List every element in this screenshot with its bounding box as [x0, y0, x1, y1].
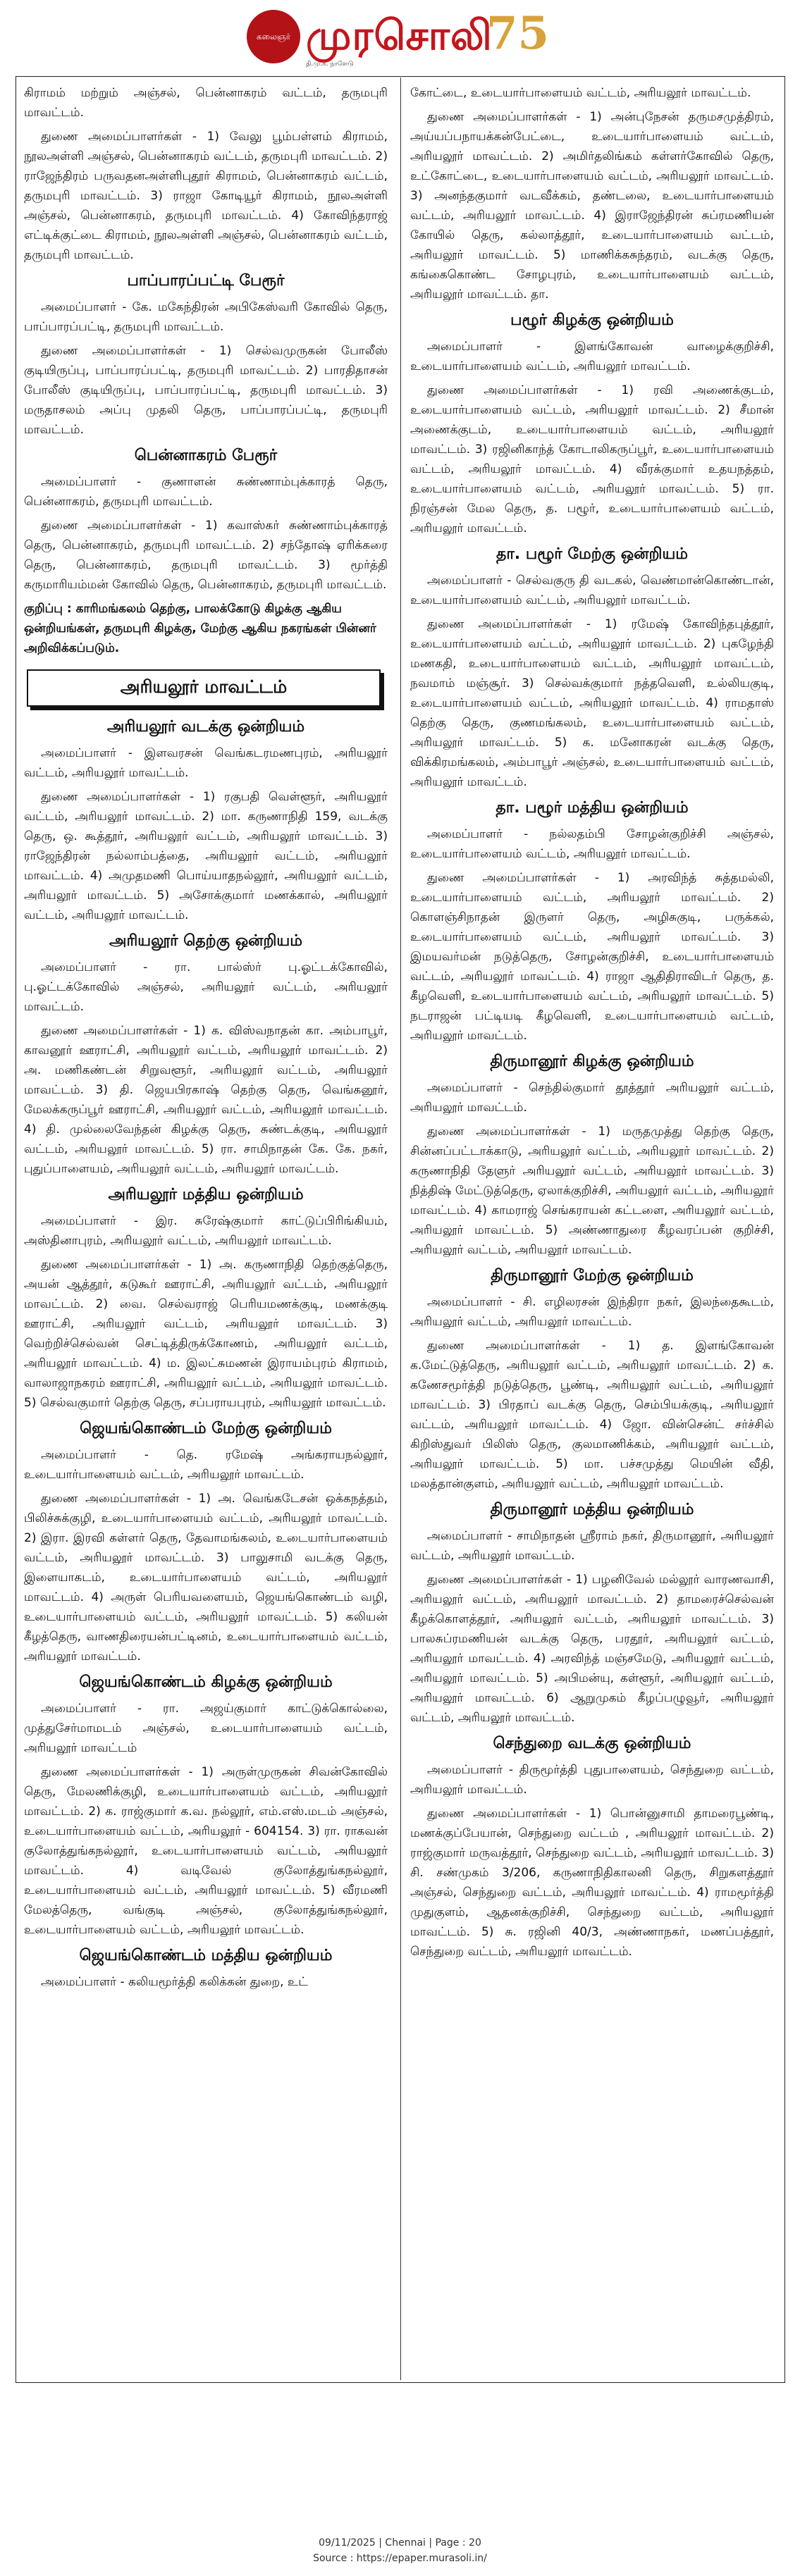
left-column — [24, 83, 388, 2373]
body-paragraph: துணை அமைப்பாளர்கள் - 1) பழனிவேல் மல்லூர் வாரணவாசி, அரியலூர் வட்டம், அரியலூர் மாவட்டம். 2) தாமரைச்செல்வன் கீழக்கொளத்தூர், அரியலூர் வட்டம், அரியலூர் மாவட்டம். 3) பாலசுப்ரமணியன் வடக்கு தெரு, பரதூர், அரியலூர் வட்டம், அரியலூர் மாவட்டம். 4) அரவிந்த் மஞ்சமேடு, அரியலூர் வட்டம், அரியலூர் மாவட்டம். 5) அபிமன்யு, கள்ளூர், அரியலூர் வட்டம், அரியலூர் மாவட்டம். 6) ஆறுமுகம் கீழப்பழுவூர், அரியலூர் வட்டம், அரியலூர் மாவட்டம். — [410, 1573, 774, 1725]
body-paragraph: கோட்டை, உடையார்பாளையம் வட்டம், அரியலூர் மாவட்டம். — [410, 86, 751, 100]
section-heading: தா. பழூர் மேற்கு ஒன்றியம் — [496, 545, 689, 563]
body-paragraph: அமைப்பாளர் - இளங்கோவன் வாழைக்குறிச்சி, உடையார்பாளையம் வட்டம், அரியலூர் மாவட்டம். — [410, 340, 774, 373]
section-heading: திருமானூர் மேற்கு ஒன்றியம் — [491, 1267, 694, 1284]
body-paragraph: துணை அமைப்பாளர்கள் - 1) மருதமுத்து தெற்கு தெரு, சின்னப்பட்டாக்காடு, அரியலூர் வட்டம், அரியலூர் மாவட்டம். 2) கருணாநிதி தேளுர் அரியலூர் வட்டம், அரியலூர் மாவட்டம். 3) நித்திஷ் மேட்டுத்தெரு, ஏலாக்குறிச்சி, அரியலூர் வட்டம், அரியலூர் மாவட்டம். 4) காமராஜ் செங்கராயன் கட்டளை, அரியலூர் வட்டம், அரியலூர் மாவட்டம். 5) அண்ணாதுரை கீழவரப்பன் குறிச்சி, அரியலூர் வட்டம், அரியலூர் மாவட்டம். — [410, 1125, 774, 1257]
section-heading: ஜெயங்கொண்டம் மத்திய ஒன்றியம் — [79, 1947, 333, 1964]
district-banner: அரியலூர் மாவட்டம் — [27, 669, 381, 707]
body-paragraph: துணை அமைப்பாளர்கள் - 1) அருள்முருகன் சிவன்கோவில் தெரு, மேலணிக்குழி, உடையார்பாளையம் வட்டம், அரியலூர் மாவட்டம். 2) க. ராஜ்குமார் க.வ. நல்லூர், எம்.எஸ்.மடம் அஞ்சல், உடையார்பாளையம் வட்டம், அரியலூர் - 604154. 3) ரா. ராகவன் குலோத்துங்கநல்லூர், உடையார்பாளையம் வட்டம், அரியலூர் மாவட்டம். 4) வடிவேல் குலோத்துங்கநல்லூர், உடையார்பாளையம் வட்டம், அரியலூர் மாவட்டம். 5) வீரமணி மேலத்தெரு, வங்குடி அஞ்சல், குலோத்துங்கநல்லூர், உடையார்பாளையம் வட்டம், அரியலூர் மாவட்டம். — [24, 1765, 388, 1937]
body-paragraph: துணை அமைப்பாளர்கள் - 1) த. இளங்கோவன் க.மேட்டுத்தெரு, அரியலூர் வட்டம், அரியலூர் மாவட்டம். 2) க. கணேசமூர்த்தி நடுத்தெரு, பூண்டி, அரியலூர் வட்டம், அரியலூர் மாவட்டம். 3) பிரதாப் வடக்கு தெரு, செம்பியக்குடி, அரியலூர் வட்டம், அரியலூர் மாவட்டம். 4) ஜோ. வின்சென்ட் சர்ச்சில் கிறிஸ்துவர் பிலிஸ் தெரு, குலமாணிக்கம், அரியலூர் வட்டம், அரியலூர் மாவட்டம். 5) மா. பச்சமுத்து மெயின் வீதி, மலத்தான்குளம், அரியலூர் வட்டம், அரியலூர் மாவட்டம். — [410, 1339, 774, 1491]
body-paragraph: அமைப்பாளர் - திருமூர்த்தி புதுபாளையம், செந்துறை வட்டம், அரியலூர் மாவட்டம். — [410, 1763, 774, 1797]
body-paragraph: துணை அமைப்பாளர்கள் - 1) செல்வமுருகன் போலீஸ் குடியிருப்பு, பாப்பாரப்பட்டி, தருமபுரி மாவட்டம். 2) பாரதிதாசன் போலீஸ் குடியிருப்பு, பாப்பாரப்பட்டி, தருமபுரி மாவட்டம். 3) மருதாசலம் அப்பு முதலி தெரு, பாப்பாரப்பட்டி, தருமபுரி மாவட்டம். — [24, 344, 388, 437]
body-paragraph: அமைப்பாளர் - நல்லதம்பி சோழன்குறிச்சி அஞ்சல், உடையார்பாளையம் வட்டம், அரியலூர் மாவட்டம். — [410, 827, 774, 861]
section-heading: திருமானூர் மத்திய ஒன்றியம் — [490, 1501, 694, 1518]
right-column — [410, 83, 774, 2373]
note-paragraph: குறிப்பு : காரிமங்கலம் தெற்கு, பாலக்கோடு கிழக்கு ஆகிய ஒன்றியங்கள், தருமபுரி கிழக்கு, மேற்கு ஆகிய நகரங்கள் பின்னர் அறிவிக்கப்படும். — [24, 602, 376, 655]
body-paragraph: துணை அமைப்பாளர்கள் - 1) ரமேஷ் கோவிந்தபுத்தூர், உடையார்பாளையம் வட்டம், அரியலூர் மாவட்டம். 2) புகழேந்தி மணகதி, உடையார்பாளையம் வட்டம், அரியலூர் மாவட்டம், நவமாம் மஞ்சூர். 3) செல்வக்குமார் நத்தவெளி, உல்லியகுடி, உடையார்பாளையம் வட்டம், அரியலூர் மாவட்டம். 4) ராமதாஸ் தெற்கு தெரு, குணமங்கலம், உடையார்பாளையம் வட்டம், அரியலூர் மாவட்டம். 5) க. மனோகரன் வடக்கு தெரு, விக்கிரமங்கலம், அம்பாபூர் அஞ்சல், உடையார்பாளையம் வட்டம், அரியலூர் மாவட்டம். — [410, 617, 774, 789]
body-paragraph: துணை அமைப்பாளர்கள் - 1) அ. வெங்கடேசன் ஒக்கநத்தம், பிலிச்சுக்குழி, உடையார்பாளையம் வட்டம், அரியலூர் மாவட்டம். 2) இரா. இரவி கள்ளர் தெரு, தேவாமங்கலம், உடையார்பாளையம் வட்டம், அரியலூர் மாவட்டம். 3) பாலுசாமி வடக்கு தெரு, இளையாகடம், உடையார்பாளையம் வட்டம், அரியலூர் மாவட்டம். 4) அருள் பெரியவளையம், ஜெயங்கொண்டம் வழி, உடையார்பாளையம் வட்டம், அரியலூர் மாவட்டம். 5) கலியன் கீழத்தெரு, வாணதிரையன்பட்டினம், உடையார்பாளையம் வட்டம், அரியலூர் மாவட்டம். — [24, 1492, 388, 1664]
body-paragraph: துணை அமைப்பாளர்கள் - 1) கவாஸ்கர் சுண்ணாம்புக்காரத் தெரு, பென்னாகரம், தருமபுரி மாவட்டம். 2) சந்தோஷ் ஏரிக்கரை தெரு, பென்னாகரம், தருமபுரி மாவட்டம். 3) மூர்த்தி கருமாரியம்மன் கோவில் தெரு, பென்னாகரம், தருமபுரி மாவட்டம். — [24, 519, 388, 592]
body-paragraph: துணை அமைப்பாளர்கள் - 1) அரவிந்த் சுத்தமல்லி, உடையார்பாளையம் வட்டம், அரியலூர் மாவட்டம். 2) கொளஞ்சிநாதன் இருளர் தெரு, அழிசுகுடி, பருக்கல், உடையார்பாளையம் வட்டம், அரியலூர் மாவட்டம். 3) இமயவர்மன் நடுத்தெரு, சோழன்குறிச்சி, உடையார்பாளையம் வட்டம், அரியலூர் மாவட்டம். 4) ராஜா ஆதிதிராவிடர் தெரு, த. கீழவெளி, உடையார்பாளையம் வட்டம், அரியலூர் மாவட்டம். 5) நடராஜன் பட்டியடி கீழவெளி, உடையார்பாளையம் வட்டம், அரியலூர் மாவட்டம். — [410, 871, 774, 1043]
section-heading: செந்துறை வடக்கு ஒன்றியம் — [493, 1735, 691, 1752]
newspaper-logo[interactable] — [247, 7, 557, 70]
section-heading: தா. பழூர் மத்திய ஒன்றியம் — [496, 799, 689, 817]
tagline: தி.மு.க. நாளேடு — [306, 61, 354, 68]
body-paragraph: துணை அமைப்பாளர்கள் - 1) அ. கருணாநிதி தெற்குத்தெரு, அயன் ஆத்தூர், கடுகூர் ஊராட்சி, அரியலூர் வட்டம், அரியலூர் மாவட்டம். 2) வை. செல்வராஜ் பெரியமணக்குடி, மணக்குடி ஊராட்சி, அரியலூர் வட்டம், அரியலூர் மாவட்டம். 3) வெற்றிச்செல்வன் செட்டித்திருக்கோணம், அரியலூர் வட்டம், அரியலூர் மாவட்டம். 4) ம. இலட்சுமணன் இராயம்புரம் கிராமம், வாலாஜாநகரம் ஊராட்சி, அரியலூர் வட்டம், அரியலூர் மாவட்டம். 5) செல்வகுமார் தெற்கு தெரு, சப்பராயபுரம், அரியலூர் மாவட்டம். — [24, 1258, 388, 1410]
footer-source-link[interactable]: Source : https://epaper.murasoli.in/ — [313, 2553, 487, 2564]
newspaper-title: முரசொலி — [306, 11, 493, 59]
body-paragraph: அமைப்பாளர் - சாமிநாதன் ஸ்ரீராம் நகர், திருமானூர், அரியலூர் வட்டம், அரியலூர் மாவட்டம். — [410, 1529, 774, 1563]
section-heading: அரியலூர் மத்திய ஒன்றியம் — [108, 1186, 304, 1203]
body-paragraph: துணை அமைப்பாளர்கள் - 1) பொன்னுசாமி தாமரைபூண்டி, மணக்குப்பேயான், செந்துறை வட்டம் , அரியலூர் மாவட்டம். 2) ராஜ்குமார் மருவத்தூர், செந்துறை வட்டம், அரியலூர் மாவட்டம். 3) சி. சண்முகம் 3/206, கருணாநிதிகாலனி தெரு, சிறுகளத்தூர் அஞ்சல், செந்துறை வட்டம், அரியலூர் மாவட்டம். 4) ராமமூர்த்தி முதுகுளம், ஆதனக்குறிச்சி, செந்துறை வட்டம், அரியலூர் மாவட்டம். 5) சு. ரஜினி 40/3, அண்ணாநகர், மணப்பத்தூர், செந்துறை வட்டம், அரியலூர் மாவட்டம். — [410, 1807, 774, 1959]
body-paragraph: துணை அமைப்பாளர்கள் - 1) க. விஸ்வநாதன் கா. அம்பாபூர், காவனூர் ஊராட்சி, அரியலூர் வட்டம், அரியலூர் மாவட்டம். 2) அ. மணிகண்டன் சிறுவளூர், அரியலூர் வட்டம், அரியலூர் மாவட்டம். 3) தி. ஜெயபிரகாஷ் தெற்கு தெரு, வெங்கனூர், மேலக்கருப்பூர் ஊராட்சி, அரியலூர் வட்டம், அரியலூர் மாவட்டம். 4) தி. முல்லைவேந்தன் கிழக்கு தெரு, சுண்டக்குடி, அரியலூர் வட்டம், அரியலூர் மாவட்டம். 5) ரா. சாமிநாதன் கே. கே. நகர், புதுப்பாளையம், அரியலூர் வட்டம், அரியலூர் மாவட்டம். — [24, 1024, 388, 1176]
emblem-icon: கலைஞர் — [247, 10, 300, 63]
body-paragraph: துணை அமைப்பாளர்கள் - 1) அன்புநேசன் தருமசமுத்திரம், அய்யப்பநாயக்கன்பேட்டை, உடையார்பாளையம் வட்டம், அரியலூர் மாவட்டம். 2) அமிர்தலிங்கம் கள்ளர்கோவில் தெரு, உட்கோட்டை, உடையார்பாளையம் வட்டம், அரியலூர் மாவட்டம். 3) அனந்தகுமார் வடவீக்கம், தண்டலை, உடையார்பாளையம் வட்டம், அரியலூர் மாவட்டம். 4) இராஜேந்திரன் சுப்ரமணியன் கோயில் தெரு, கல்லாத்தூர், உடையார்பாளையம் வட்டம், அரியலூர் மாவட்டம். 5) மாணிக்கசுந்தரம், வடக்கு தெரு, கங்கைகொண்ட சோழபுரம், உடையார்பாளையம் வட்டம், அரியலூர் மாவட்டம். தா. — [410, 110, 774, 302]
section-heading: அரியலூர் வடக்கு ஒன்றியம் — [106, 718, 305, 736]
body-paragraph: துணை அமைப்பாளர்கள் - 1) ரகுபதி வெள்ளூர், அரியலூர் வட்டம், அரியலூர் மாவட்டம். 2) மா. கருணாநிதி 159, வடக்கு தெரு, ஒ. கூத்தூர், அரியலூர் வட்டம், அரியலூர் மாவட்டம். 3) ராஜேந்திரன் நல்லாம்பத்தை, அரியலூர் வட்டம், அரியலூர் மாவட்டம். 4) அமுதமணி பொய்யாதநல்லூர், அரியலூர் வட்டம், அரியலூர் மாவட்டம். 5) அசோக்குமார் மணக்கால், அரியலூர் வட்டம், அரியலூர் மாவட்டம். — [24, 790, 388, 922]
body-paragraph: துணை அமைப்பாளர்கள் - 1) வேலு பூம்பள்ளம் கிராமம், நூலஅள்ளி அஞ்சல், பென்னாகரம் வட்டம், தருமபுரி மாவட்டம். 2) ராஜேந்திரம் பருவதனஅள்ளிபுதூர் கிராமம், பென்னாகரம் வட்டம், தருமபுரி மாவட்டம். 3) ராஜா கோடியூர் கிராமம், நூலஅள்ளி அஞ்சல், பென்னாகரம், தருமபுரி மாவட்டம். 4) கோவிந்தராஜ் எட்டிக்குட்டை கிராமம், நூலஅள்ளி அஞ்சல், பென்னாகரம் வட்டம், தருமபுரி மாவட்டம். — [24, 130, 388, 262]
section-heading: ஜெயங்கொண்டம் மேற்கு ஒன்றியம் — [80, 1420, 332, 1437]
body-paragraph: அமைப்பாளர் - கே. மகேந்திரன் அபிகேஸ்வரி கோவில் தெரு, பாப்பாரப்பட்டி, தருமபுரி மாவட்டம். — [24, 300, 388, 334]
body-paragraph: அமைப்பாளர் - குணாளன் சுண்ணாம்புக்காரத் தெரு, பென்னாகரம், தருமபுரி மாவட்டம். — [24, 475, 388, 509]
masthead — [0, 0, 800, 76]
section-heading: பழூர் கிழக்கு ஒன்றியம் — [510, 311, 674, 329]
column-divider — [400, 78, 401, 2380]
section-heading: பாப்பாரப்பட்டி பேரூர் — [127, 272, 285, 290]
page-footer — [0, 2535, 800, 2566]
section-heading: ஜெயங்கொண்டம் கிழக்கு ஒன்றியம் — [79, 1673, 333, 1691]
body-paragraph: அமைப்பாளர் - தெ. ரமேஷ் அங்கராயநல்லூர், உடையார்பாளையம் வட்டம், அரியலூர் மாவட்டம். — [24, 1448, 388, 1482]
body-paragraph: அமைப்பாளர் - செந்தில்குமார் தூத்தூர் அரியலூர் வட்டம், அரியலூர் மாவட்டம். — [410, 1081, 774, 1115]
body-paragraph: கிராமம் மற்றும் அஞ்சல், பென்னாகரம் வட்டம், தருமபுரி மாவட்டம். — [24, 86, 388, 120]
body-paragraph: அமைப்பாளர் - இர. சுரேஷ்குமார் காட்டுப்பிரிங்கியம், அஸ்தினாபுரம், அரியலூர் வட்டம், அரியலூர் மாவட்டம். — [24, 1214, 388, 1248]
section-heading: அரியலூர் தெற்கு ஒன்றியம் — [109, 932, 302, 950]
body-paragraph: அமைப்பாளர் - இளவரசன் வெங்கடரமணபுரம், அரியலூர் வட்டம், அரியலூர் மாவட்டம். — [24, 746, 388, 780]
body-paragraph: துணை அமைப்பாளர்கள் - 1) ரவி அணைக்குடம், உடையார்பாளையம் வட்டம், அரியலூர் மாவட்டம். 2) சீமான் அணைக்குடம், உடையார்பாளையம் வட்டம், அரியலூர் மாவட்டம். 3) ரஜினிகாந்த் கோடாலிகருப்பூர், உடையார்பாளையம் வட்டம், அரியலூர் மாவட்டம். 4) வீரக்குமார் உதயநத்தம், உடையார்பாளையம் வட்டம், அரியலூர் மாவட்டம். 5) ரா. நிரஞ்சன் மேல தெரு, த. பழூர், உடையார்பாளையம் வட்டம், அரியலூர் மாவட்டம். — [410, 383, 774, 535]
body-paragraph: அமைப்பாளர் - செல்வகுரு தி வடகல், வெண்மான்கொண்டான், உடையார்பாளையம் வட்டம், அரியலூர் மாவட்டம். — [410, 574, 774, 607]
body-paragraph: அமைப்பாளர் - கலியமூர்த்தி கலிக்கன் துறை, உட் — [41, 1975, 308, 1989]
anniversary-badge: 75 — [486, 7, 550, 60]
footer-date-line: 09/11/2025 | Chennai | Page : 20 — [319, 2537, 481, 2549]
body-paragraph: அமைப்பாளர் - சி. எழிலரசன் இந்திரா நகர், இலந்தைகூடம், அரியலூர் வட்டம், அரியலூர் மாவட்டம். — [410, 1295, 774, 1329]
section-heading: திருமானூர் கிழக்கு ஒன்றியம் — [490, 1053, 694, 1070]
body-paragraph: அமைப்பாளர் - ரா. பால்ஸ்ர் பு.ஓட்டக்கோவில், பு.ஓட்டக்கோவில் அஞ்சல், அரியலூர் வட்டம், அரியலூர் மாவட்டம். — [24, 960, 388, 1014]
body-paragraph: அமைப்பாளர் - ரா. அஜய்குமார் காட்டுக்கொல்லை, முத்துசேர்மாமடம் அஞ்சல், உடையார்பாளையம் வட்டம், அரியலூர் மாவட்டம் — [24, 1702, 388, 1755]
section-heading: பென்னாகரம் பேரூர் — [134, 447, 278, 464]
